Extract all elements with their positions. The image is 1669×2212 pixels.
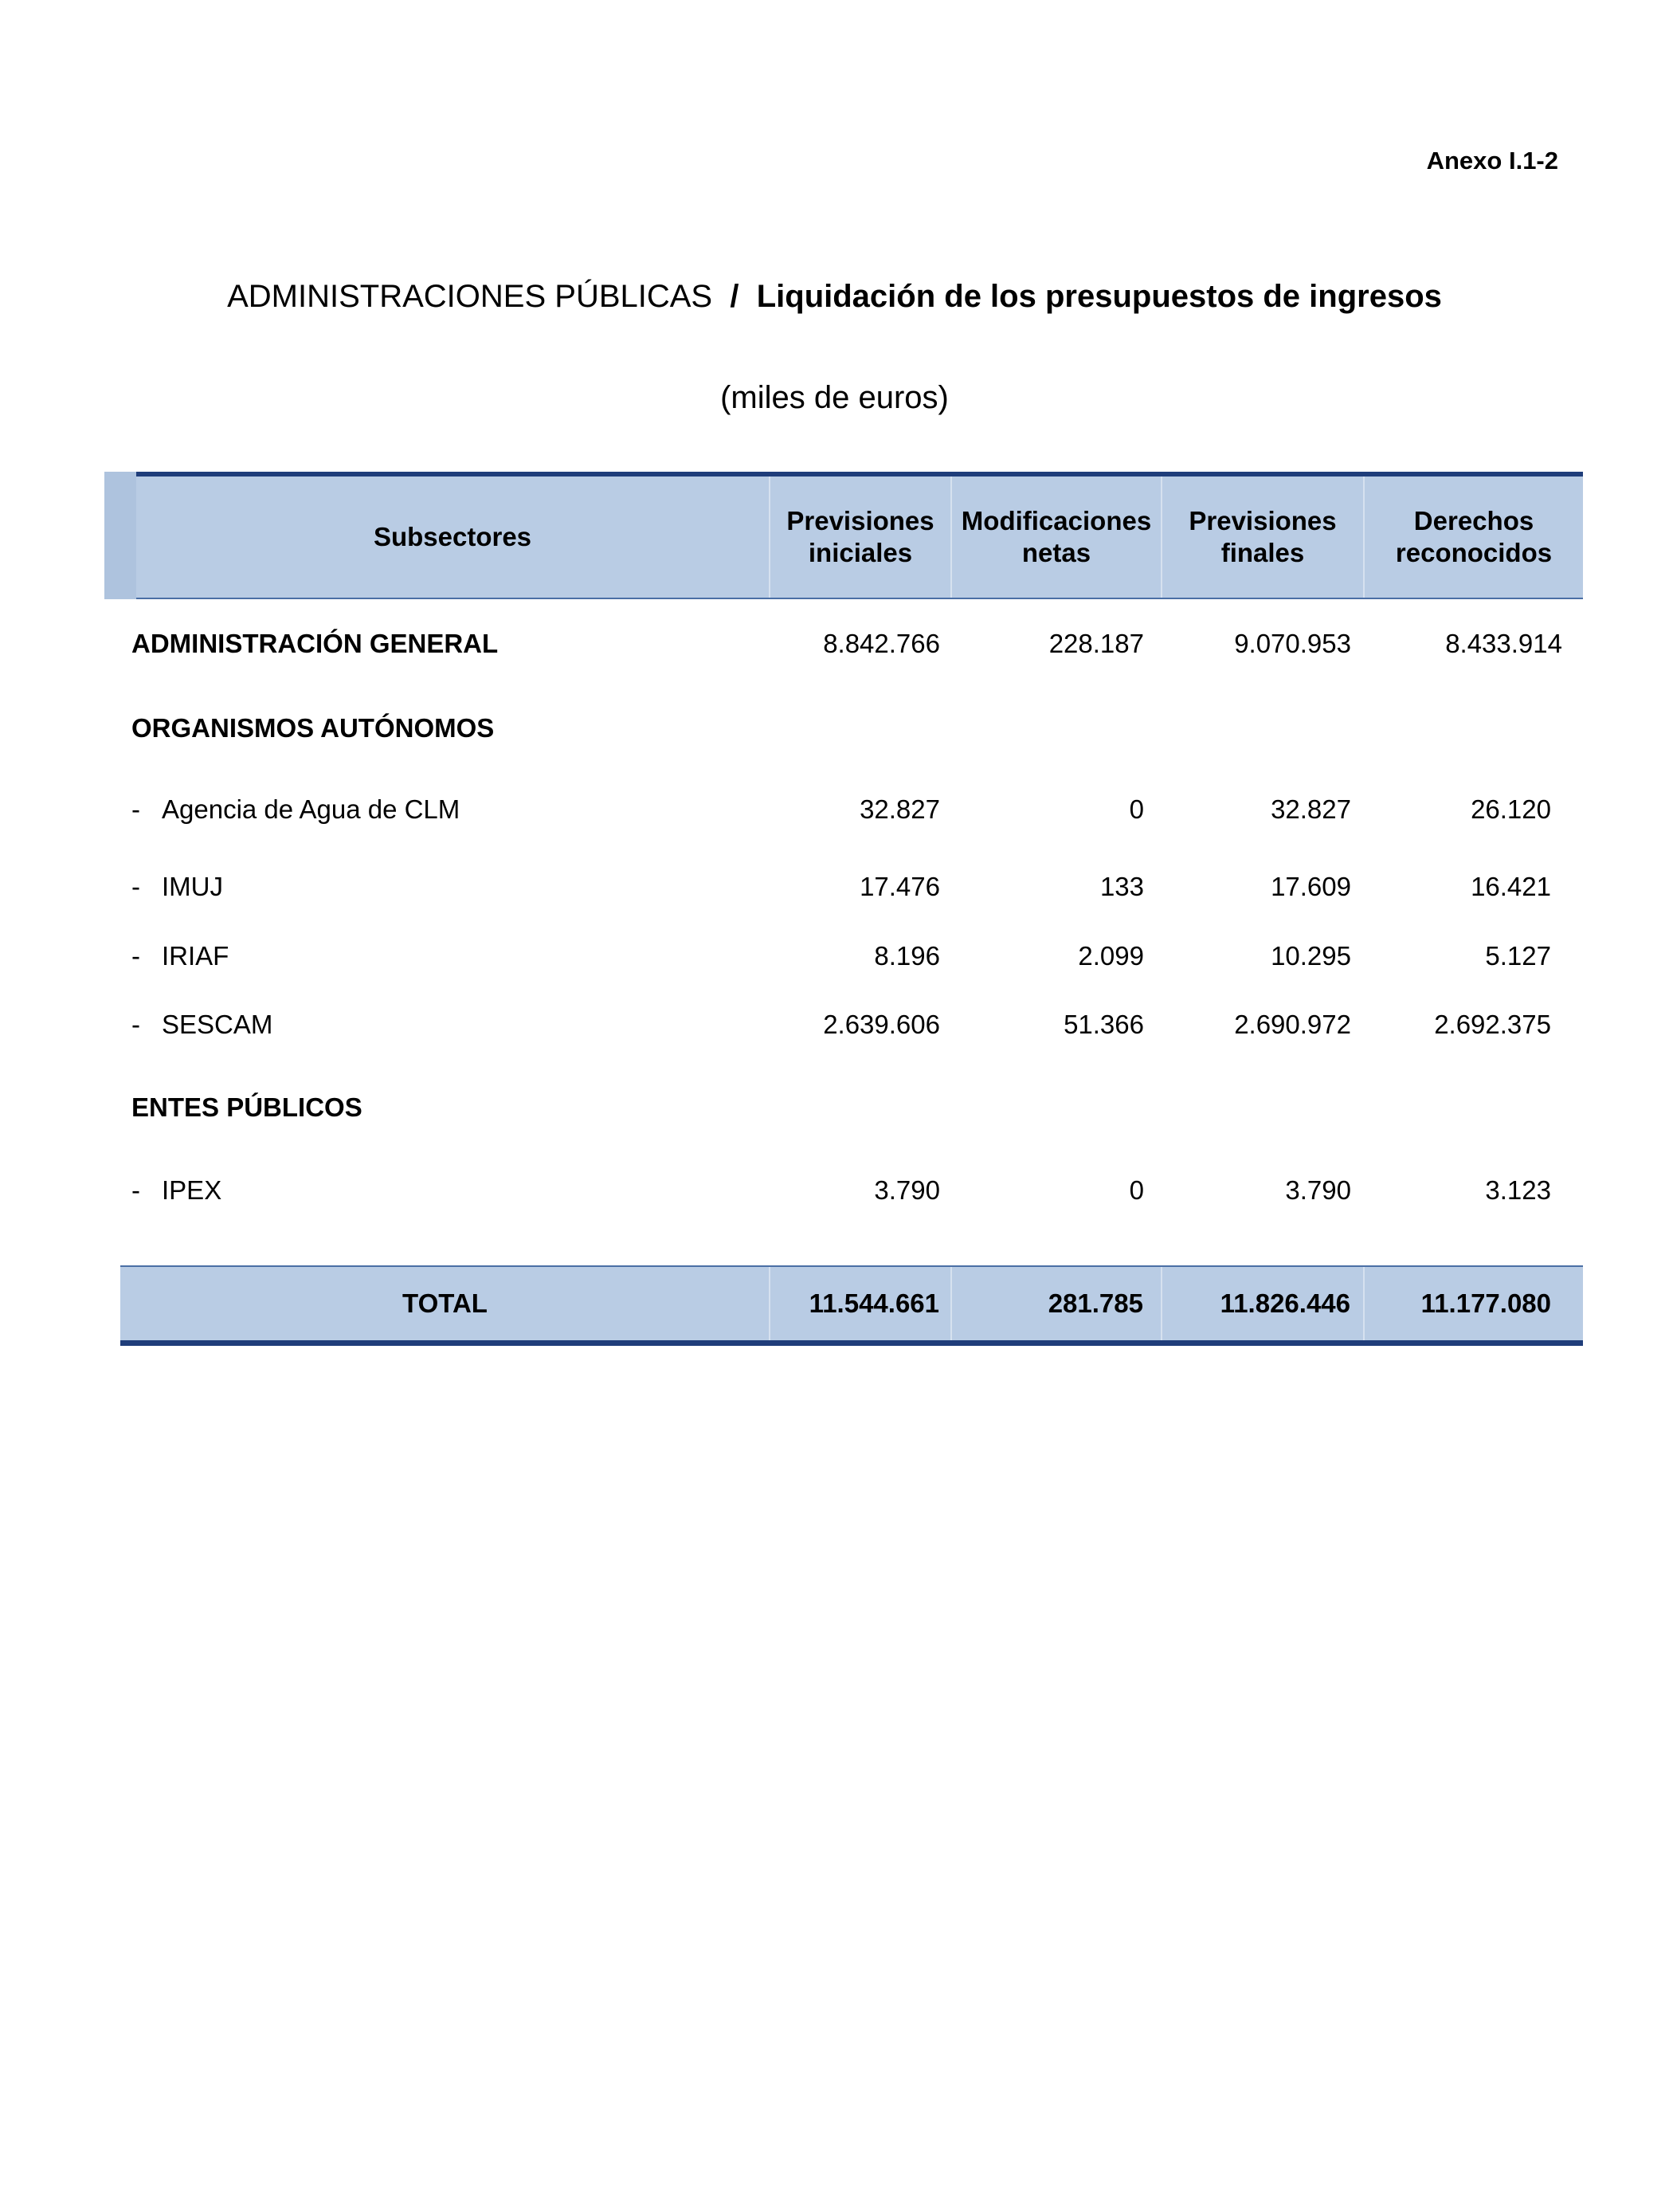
cell-modificaciones-netas: 0 <box>1129 1175 1144 1205</box>
row-name: IRIAF <box>162 941 229 971</box>
cell-previsiones-iniciales: 32.827 <box>860 794 940 824</box>
row-name: IMUJ <box>162 872 223 901</box>
table-row-administracion-general <box>120 598 1583 688</box>
cell-modificaciones-netas: 228.187 <box>1048 629 1144 658</box>
cell-modificaciones-netas: 2.099 <box>1078 941 1144 971</box>
cell-previsiones-finales: 2.690.972 <box>1234 1010 1351 1039</box>
group-label: ENTES PÚBLICOS <box>131 1092 362 1122</box>
cell-modificaciones-netas: 51.366 <box>1064 1010 1144 1039</box>
row-dash: - <box>131 794 140 824</box>
title-part1: ADMINISTRACIONES PÚBLICAS <box>227 279 713 314</box>
cell-derechos-reconocidos: 2.692.375 <box>1434 1010 1551 1039</box>
cell-previsiones-finales: 3.790 <box>1285 1175 1351 1205</box>
table-row-entes-publicos <box>120 1060 1583 1155</box>
cell-previsiones-finales: 10.295 <box>1271 941 1351 971</box>
budget-table-container <box>104 472 1567 1346</box>
row-label <box>120 851 770 923</box>
row-dash: - <box>131 872 140 901</box>
row-dash: - <box>131 1175 140 1205</box>
total-previsiones-iniciales: 11.544.661 <box>770 1266 951 1343</box>
cell-previsiones-iniciales: 17.476 <box>860 872 940 901</box>
group-label: ORGANISMOS AUTÓNOMOS <box>131 713 495 743</box>
cell-derechos-reconocidos: 8.433.914 <box>1445 629 1562 658</box>
total-previsiones-finales: 11.826.446 <box>1162 1266 1364 1343</box>
cell-previsiones-iniciales: 8.196 <box>874 941 940 971</box>
header-previsiones-finales: Previsiones finales <box>1162 474 1364 598</box>
row-name: SESCAM <box>162 1010 273 1039</box>
table-spacer <box>120 1226 1583 1266</box>
cell-previsiones-iniciales: 3.790 <box>874 1175 940 1205</box>
cell-derechos-reconocidos: 16.421 <box>1471 872 1551 901</box>
total-derechos-reconocidos: 11.177.080 <box>1364 1266 1583 1343</box>
row-name: IPEX <box>162 1175 222 1205</box>
table-row <box>120 990 1583 1060</box>
cell-previsiones-finales: 9.070.953 <box>1234 629 1351 658</box>
cell-previsiones-finales: 32.827 <box>1271 794 1351 824</box>
row-label <box>120 990 770 1060</box>
table-row <box>120 923 1583 990</box>
table-row <box>120 851 1583 923</box>
row-label <box>120 1155 770 1226</box>
row-dash: - <box>131 1010 140 1039</box>
cell-modificaciones-netas: 0 <box>1129 794 1144 824</box>
row-dash: - <box>131 941 140 971</box>
cell-derechos-reconocidos: 5.127 <box>1485 941 1551 971</box>
cell-modificaciones-netas: 133 <box>1099 872 1144 901</box>
page-title <box>0 279 1669 315</box>
title-separator: / <box>730 279 739 314</box>
cell-previsiones-iniciales: 8.842.766 <box>823 629 940 658</box>
cell-previsiones-iniciales: 2.639.606 <box>823 1010 940 1039</box>
budget-table <box>104 472 1583 1346</box>
cell-derechos-reconocidos: 26.120 <box>1471 794 1551 824</box>
header-subsectores: Subsectores <box>120 474 770 598</box>
total-label-cell <box>120 1266 770 1343</box>
title-part2: Liquidación de los presupuestos de ingresos <box>756 279 1442 314</box>
total-label: TOTAL <box>402 1288 488 1318</box>
table-row-organismos-autonomos <box>120 688 1583 768</box>
row-label <box>120 923 770 990</box>
row-label <box>120 768 770 851</box>
row-name: Agencia de Agua de CLM <box>162 794 460 824</box>
row-label: ADMINISTRACIÓN GENERAL <box>131 629 499 658</box>
cell-derechos-reconocidos: 3.123 <box>1485 1175 1551 1205</box>
annex-label: Anexo I.1-2 <box>1426 147 1558 175</box>
header-modificaciones-netas: Modificaciones netas <box>951 474 1162 598</box>
cell-previsiones-finales: 17.609 <box>1271 872 1351 901</box>
table-row <box>120 768 1583 851</box>
table-header-row <box>120 474 1583 598</box>
table-row <box>120 1155 1583 1226</box>
page-subtitle: (miles de euros) <box>720 380 949 415</box>
total-modificaciones-netas: 281.785 <box>951 1266 1162 1343</box>
header-previsiones-iniciales: Previsiones iniciales <box>770 474 951 598</box>
header-derechos-reconocidos: Derechos reconocidos <box>1364 474 1583 598</box>
table-row-total <box>120 1266 1583 1343</box>
